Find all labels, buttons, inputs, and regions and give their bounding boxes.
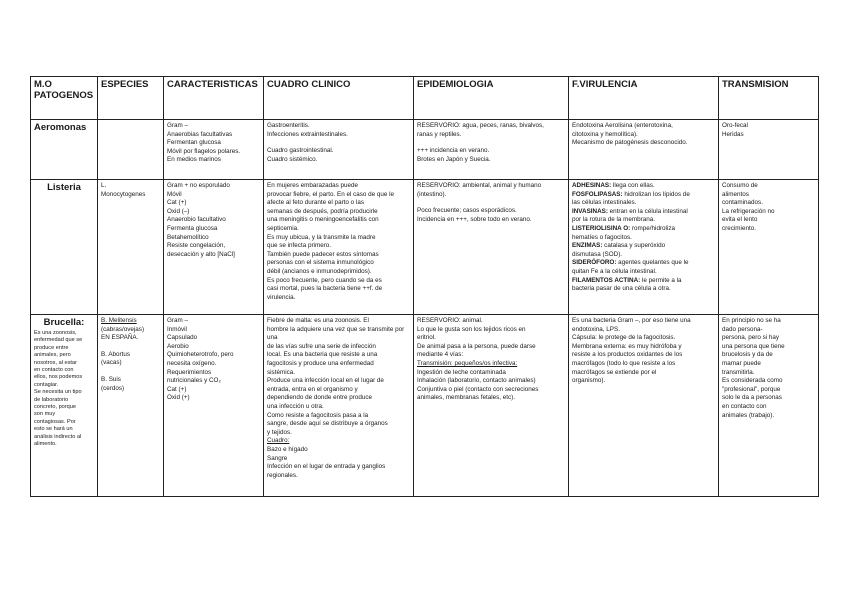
term-text: catalasa y superóxido [602, 242, 666, 250]
pathogen-table [30, 76, 819, 497]
text-line: alimentos [722, 190, 749, 198]
brucella-name: Brucella: [43, 317, 85, 328]
text-line [572, 343, 715, 352]
text-line: son muy [34, 411, 56, 418]
text-line: Gastroenteritis. [267, 122, 310, 129]
text-line: RESERVORIO: agua, peces, ranas, bivalvos, [417, 122, 544, 129]
aeromonas-transmision [719, 120, 819, 180]
text-line: B. Melitensis [101, 317, 137, 324]
aeromonas-virulencia [569, 120, 719, 180]
text-line: contaminados. [722, 199, 763, 207]
bold-term: LISTERIOLISINA O: [572, 224, 631, 232]
text-line [417, 139, 565, 147]
text-line: Consumo de [722, 182, 758, 189]
term-text: dismutasa (SOD). [572, 250, 623, 258]
text-line: Fermentan glucosa [167, 139, 221, 147]
term-text: hematíes o fagocitos. [572, 233, 632, 241]
text-line [101, 343, 160, 351]
text-line: casi mortal, pues la bacteria tiene ++f. de [267, 285, 383, 293]
text-line: Betahemolítico [167, 233, 209, 241]
text-line: Aerobio [167, 342, 189, 350]
text-line [572, 225, 715, 234]
text-line: Cuadro: [267, 437, 290, 445]
text-line [572, 191, 715, 200]
text-line: de las vías sufre una serie de infección [267, 342, 376, 350]
text-line [572, 208, 715, 217]
text-line [572, 199, 715, 208]
term-text: macrófagos (todo lo que resiste a los [572, 359, 676, 367]
text-line: Fermenta glucosa [167, 224, 218, 232]
text-line: Sangre [267, 454, 288, 462]
text-line: RESERVORIO: ambiental, animal y humano [417, 182, 542, 189]
text-line: sistémica. [267, 368, 295, 376]
bold-term: ENZIMAS: [572, 242, 603, 250]
text-line [572, 182, 715, 191]
brucella-especies [98, 315, 164, 497]
text-line: Monocytogenes [101, 190, 146, 198]
text-line: brucelosis y da de [722, 351, 773, 359]
text-line: animales, membranas fetales, etc). [417, 394, 515, 402]
text-line: concreto, porque [34, 404, 76, 411]
text-line: Anaerobias facultativas [167, 130, 233, 138]
text-line: virulencia. [267, 293, 296, 301]
text-line: Es considerada como [722, 377, 783, 385]
text-line [572, 351, 715, 360]
text-line: B. Suis [101, 375, 121, 383]
text-line: una persona que tiene [722, 342, 785, 350]
text-line [572, 326, 715, 335]
text-line: B. Abortus [101, 350, 131, 358]
term-text: organismo). [572, 377, 606, 385]
text-line: Incidencia en +++, sobre todo en verano. [417, 215, 532, 223]
text-line: Conjuntiva o piel (contacto con secreciones [417, 385, 539, 393]
header-especies: ESPECIES [98, 77, 164, 120]
text-line: provocar fiebre, el parto. En el caso de que le [267, 190, 395, 198]
term-text: endotoxina, LPS. [572, 325, 620, 333]
text-line [417, 199, 565, 207]
text-line: Brotes en Japón y Suecia. [417, 155, 491, 163]
text-line [572, 216, 715, 225]
listeria-especies [98, 180, 164, 315]
text-line: Ingestión de leche contaminada [417, 368, 506, 376]
term-text: hidrolizan los lípidos de [622, 190, 690, 198]
text-line: Capsulado [167, 334, 198, 342]
row-listeria [31, 180, 819, 315]
text-line: nosotros, al estar [34, 359, 77, 366]
text-line: esto se hará un [34, 426, 73, 433]
text-line: mamar puede [722, 359, 761, 367]
text-line [572, 234, 715, 243]
text-line: En medios marinos [167, 156, 221, 164]
header-epidemiologia: EPIDEMIOLOGIA [414, 77, 569, 120]
text-line: Cuadro gastrointestinal. [267, 147, 334, 155]
text-line: mediante 4 vías: [417, 351, 464, 359]
text-line: Bazo e hígado [267, 445, 308, 453]
text-line: semanas de después, podría producirle [267, 207, 378, 215]
brucella-name-cell [31, 315, 98, 497]
text-line: Como resiste a fagocitosis pasa a la [267, 411, 369, 419]
text-line: una meningitis o meningoencefalitis con [267, 216, 379, 224]
term-text: las células intestinales. [572, 199, 637, 207]
listeria-epidemiologia [414, 180, 569, 315]
text-line: dado persona- [722, 325, 763, 333]
text-line: Oxid (+) [167, 394, 190, 402]
text-line: hombre la adquiere una vez que se transmite por una [267, 325, 406, 342]
text-line: Cuadro sistémico. [267, 155, 318, 163]
aeromonas-cuadro [264, 120, 414, 180]
text-line: regionales. [267, 471, 298, 479]
text-line: en contacto con [34, 367, 74, 374]
text-line: Mecanismo de patogénesis desconocido. [572, 139, 688, 147]
text-line: Es poco frecuente, pero cuando se da es [267, 276, 382, 284]
text-line: necesita oxígeno. [167, 359, 217, 367]
aeromonas-name-cell [31, 120, 98, 180]
text-line: local. Es una bacteria que resiste a una [267, 351, 378, 359]
text-line [572, 277, 715, 286]
term-text: macrófagos se extiende por el [572, 368, 657, 376]
text-line: contagiar. [34, 381, 59, 388]
text-line: que se infecta primero. [267, 242, 332, 250]
text-line: septicemia. [267, 224, 299, 232]
text-line: Poco frecuente; casos esporádicos. [417, 207, 517, 215]
text-line: evita el lento [722, 216, 758, 224]
text-line: Gram + no esporulado [167, 182, 230, 189]
text-line: sangre, desde aquí se distribuye a órganos [267, 420, 388, 428]
text-line: Es muy ubicua, y la transmite la madre [267, 233, 376, 241]
brucella-epidemiologia [414, 315, 569, 497]
text-line: enfermedad que se [34, 337, 83, 344]
listeria-name: Listeria [47, 182, 81, 193]
text-line: persona, pero si hay [722, 334, 780, 342]
text-line: De animal pasa a la persona, puede darse [417, 342, 536, 350]
text-line: una infección u otra. [267, 402, 324, 410]
text-line [572, 377, 715, 386]
row-brucella [31, 315, 819, 497]
text-line: Es una zoonosis, [34, 330, 77, 336]
text-line: (intestino). [417, 190, 447, 198]
text-line: débil (ancianos e inmunodeprimidos). [267, 267, 372, 275]
term-text: entran en la célula intestinal [607, 207, 688, 215]
listeria-name-cell [31, 180, 98, 315]
text-line: L. [101, 182, 107, 189]
header-cuadro-clinico: CUADRO CLINICO [264, 77, 414, 120]
text-line: ellos, nos podemos [34, 374, 83, 381]
text-line: En mujeres embarazadas puede [267, 182, 359, 189]
term-text: rompe/hidroliza [630, 224, 676, 232]
text-line [572, 242, 715, 251]
text-line: RESERVORIO: animal. [417, 317, 483, 324]
text-line: análisis indirecto al [34, 433, 82, 440]
text-line: Gram – [167, 122, 188, 129]
text-line [572, 268, 715, 277]
bold-term: ADHESINAS: [572, 182, 612, 189]
text-line: Requerimientos [167, 368, 212, 376]
term-text: Membrana externa: es muy hidrófoba y [572, 342, 682, 350]
text-line: dependiendo de donde entre produce [267, 394, 373, 402]
text-line: eritriol. [417, 334, 436, 342]
text-line: animales, pero [34, 352, 71, 359]
text-line: Cat (+) [167, 385, 187, 393]
term-text: Es una bacteria Gram –, por eso tiene una [572, 317, 691, 324]
text-line: crecimiento. [722, 224, 756, 232]
text-line: Inmóvil [167, 325, 187, 333]
text-line: Endotoxina Aerolisina (enterotoxina, [572, 122, 673, 129]
aeromonas-name: Aeromonas [34, 122, 87, 133]
term-text: por la rotura de la membrana. [572, 216, 655, 224]
text-line: afecte al feto durante el parto o las [267, 199, 364, 207]
text-line: Fiebre de malta: es una zoonosis. El [267, 317, 369, 324]
term-text: bacteria pasar de una célula a otra. [572, 285, 671, 293]
text-line: Infecciones extraintestinales. [267, 130, 348, 138]
header-caracteristicas: CARACTERISTICAS [164, 77, 264, 120]
aeromonas-especies [98, 120, 164, 180]
text-line: Produce una infección local en el lugar de [267, 377, 384, 385]
text-line: nutricionales y CO₂ [167, 377, 221, 385]
aeromonas-epidemiologia [414, 120, 569, 180]
bold-term: SIDERÓFORO: [572, 259, 617, 267]
brucella-note [34, 330, 94, 449]
header-virulencia: F.VIRULENCIA [569, 77, 719, 120]
text-line: fagocitosis y produce una enfermedad [267, 359, 374, 367]
text-line: citotoxina y hemolítica). [572, 130, 638, 138]
text-line [572, 369, 715, 378]
text-line [572, 317, 715, 326]
text-line: en contacto con [722, 402, 767, 410]
listeria-transmision [719, 180, 819, 315]
text-line [572, 259, 715, 268]
header-row [31, 77, 819, 120]
header-mo: M.O PATOGENOS [31, 77, 98, 120]
brucella-virulencia [569, 315, 719, 497]
aeromonas-caracteristicas [164, 120, 264, 180]
text-line: Transmisión: pequeños/os infectiva: [417, 359, 518, 367]
listeria-virulencia [569, 180, 719, 315]
text-line [267, 139, 410, 147]
text-line: Cat (+) [167, 199, 187, 207]
text-line: Inhalación (laboratorio, contacto animales) [417, 377, 536, 385]
row-aeromonas [31, 120, 819, 180]
text-line: Lo que le gusta son los tejidos ricos en [417, 325, 526, 333]
text-line: La refrigeración no [722, 207, 775, 215]
header-transmision: TRANSMISION [719, 77, 819, 120]
bold-term: FOSFOLIPASAS: [572, 190, 623, 198]
text-line: Infección en el lugar de entrada y ganglios [267, 463, 386, 471]
text-line: alimento. [34, 441, 57, 448]
text-line [101, 368, 160, 376]
term-text: resiste a los productos oxidantes de los [572, 351, 683, 359]
text-line: (cerdos) [101, 384, 125, 392]
listeria-cuadro [264, 180, 414, 315]
text-line: (vacas) [101, 359, 122, 367]
text-line: Quimioheterotrofo, pero [167, 351, 234, 359]
text-line: En principio no se ha [722, 317, 781, 324]
term-text: agentes quelantes que le [616, 259, 689, 267]
text-line: También puede padecer estos síntomas [267, 250, 379, 258]
bold-term: FILAMENTOS ACTINA: [572, 276, 641, 284]
text-line: y tejidos. [267, 428, 292, 436]
text-line: personas con el sistema inmunológico [267, 259, 374, 267]
text-line: Oro-fecal [722, 122, 748, 129]
text-line: Resiste congelación, [167, 242, 226, 250]
term-text: quitan Fe a la célula intestinal. [572, 267, 657, 275]
text-line: (cabras/ovejas) [101, 325, 145, 333]
text-line: animales (trabajo). [722, 411, 775, 419]
text-line: Se necesita un tipo [34, 389, 82, 396]
text-line: Anaerobio facultativo [167, 216, 226, 224]
bold-term: INVASINAS: [572, 207, 608, 215]
text-line: Oxid (–) [167, 207, 190, 215]
text-line: desecación y alto [NaCl] [167, 250, 235, 258]
text-line [572, 285, 715, 294]
text-line: EN ESPAÑA. [101, 334, 139, 342]
text-line [572, 360, 715, 369]
listeria-caracteristicas [164, 180, 264, 315]
text-line [572, 334, 715, 343]
term-text: llega con ellas. [611, 182, 655, 189]
text-line: transmitirla. [722, 368, 755, 376]
text-line: produce entre [34, 344, 69, 351]
text-line: +++ incidencia en verano. [417, 147, 490, 155]
brucella-cuadro [264, 315, 414, 497]
text-line: de laboratorio [34, 396, 69, 403]
text-line: Gram – [167, 317, 188, 324]
text-line: entrada, entra en el organismo y [267, 385, 358, 393]
text-line: Móvil por flagelos polares. [167, 147, 241, 155]
text-line: contagiosas. Por [34, 418, 76, 425]
text-line: Heridas [722, 130, 744, 138]
text-line: ranas y reptiles. [417, 130, 462, 138]
term-text: le permite a la [640, 276, 682, 284]
text-line: "profesional", porque [722, 385, 781, 393]
text-line: solo le da a personas [722, 394, 782, 402]
brucella-caracteristicas [164, 315, 264, 497]
brucella-transmision [719, 315, 819, 497]
term-text: Cápsula: le protege de la fagocitosis. [572, 334, 676, 342]
text-line: Móvil [167, 190, 182, 198]
